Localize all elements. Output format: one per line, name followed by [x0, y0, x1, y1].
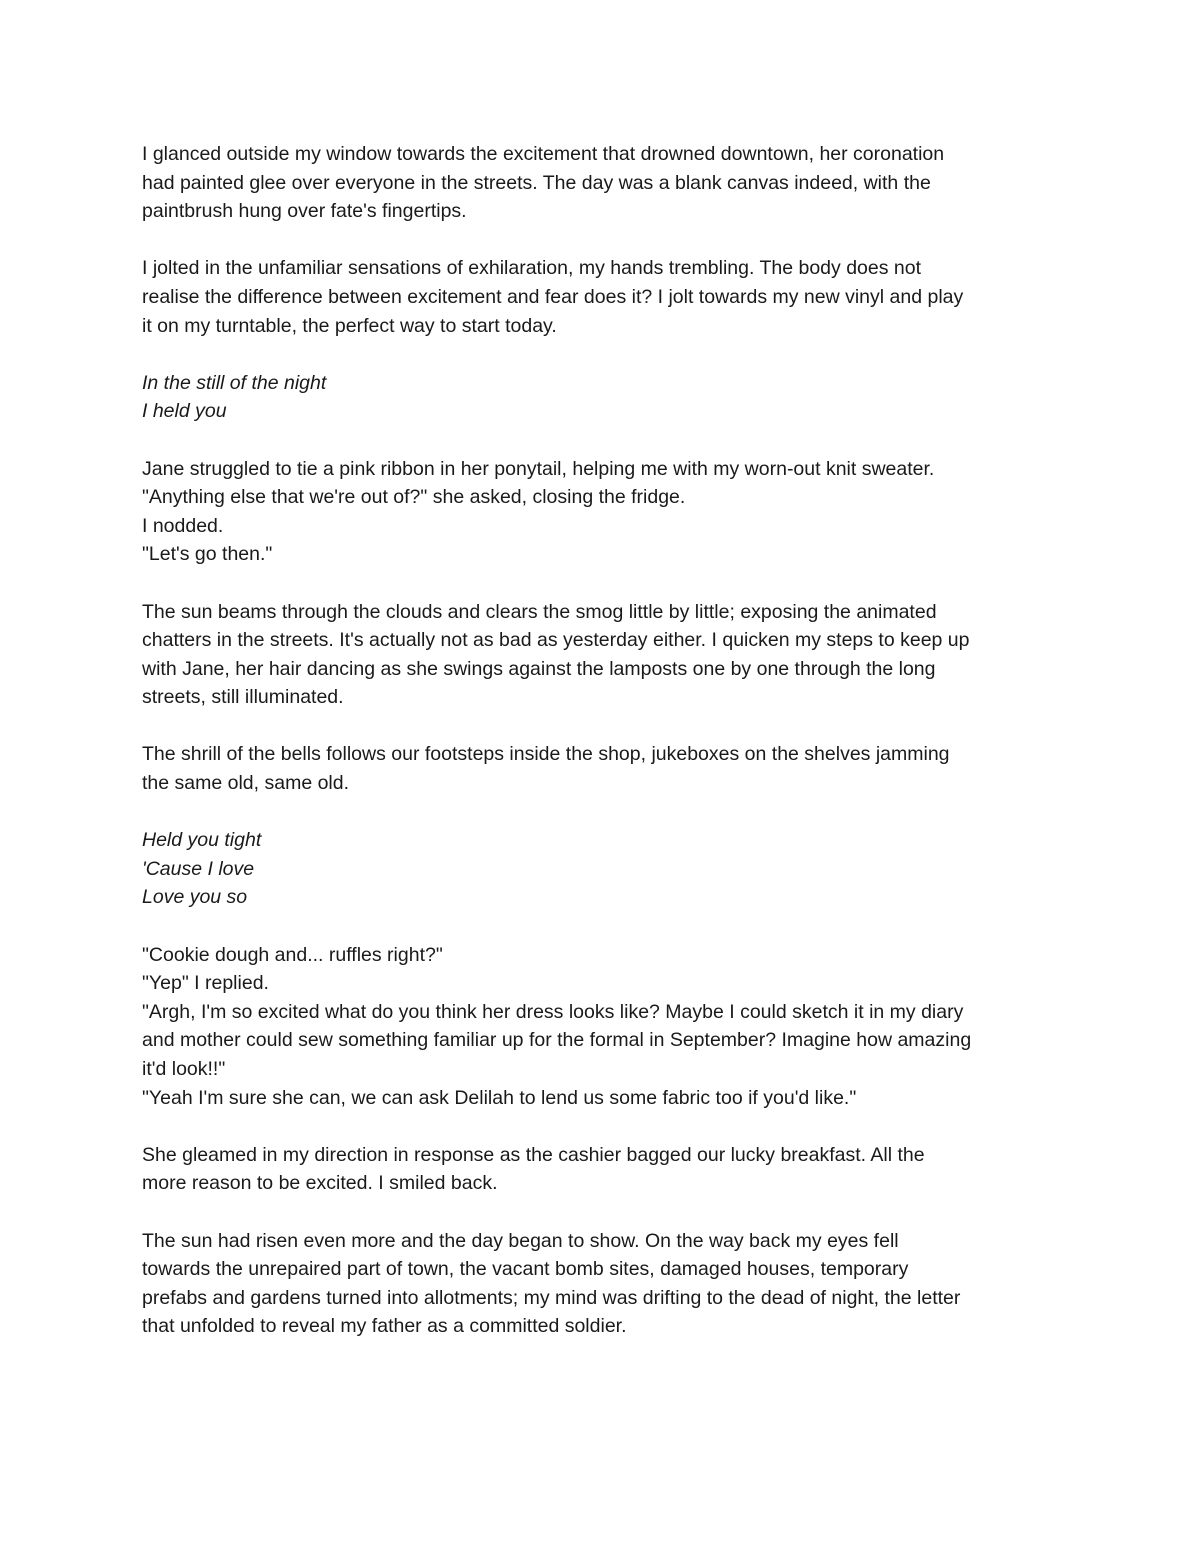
text-line: The sun had risen even more and the day began to show. On the way back my eyes fell [142, 1229, 899, 1252]
paragraph [142, 598, 1072, 712]
paragraph [142, 1141, 1072, 1198]
text-line: had painted glee over everyone in the streets. The day was a blank canvas indeed, with the [142, 171, 931, 194]
lyric-line: 'Cause I love [142, 857, 255, 880]
paragraph [142, 1227, 1072, 1341]
text-line: that unfolded to reveal my father as a committed soldier. [142, 1315, 627, 1338]
lyric-line: Love you so [142, 886, 248, 909]
text-line: "Argh, I'm so excited what do you think her dress looks like? Maybe I could sketch it in my diary [142, 1000, 964, 1023]
lyric-stanza [142, 369, 1072, 426]
text-line: The sun beams through the clouds and clears the smog little by little; exposing the animated [142, 600, 937, 623]
text-line: I nodded. [142, 514, 224, 537]
text-line: towards the unrepaired part of town, the vacant bomb sites, damaged houses, temporary [142, 1258, 909, 1281]
paragraph [142, 455, 1072, 569]
lyric-line: In the still of the night [142, 371, 327, 394]
text-line: paintbrush hung over fate's fingertips. [142, 200, 467, 223]
text-line: "Cookie dough and... ruffles right?" [142, 943, 443, 966]
paragraph [142, 740, 1072, 797]
text-line: "Anything else that we're out of?" she asked, closing the fridge. [142, 486, 686, 509]
text-line: She gleamed in my direction in response as the cashier bagged our lucky breakfast. All the [142, 1143, 925, 1166]
text-line: with Jane, her hair dancing as she swings against the lamposts one by one through the long [142, 657, 936, 680]
text-line: streets, still illuminated. [142, 686, 344, 709]
text-line: realise the difference between excitement and fear does it? I jolt towards my new vinyl and play [142, 285, 964, 308]
text-line: chatters in the streets. It's actually not as bad as yesterday either. I quicken my steps to keep up [142, 629, 970, 652]
lyric-stanza [142, 826, 1072, 912]
text-line: the same old, same old. [142, 772, 350, 795]
paragraph [142, 941, 1072, 1113]
text-line: "Let's go then." [142, 543, 273, 566]
text-line: I glanced outside my window towards the excitement that drowned downtown, her coronation [142, 143, 945, 165]
text-line: "Yeah I'm sure she can, we can ask Delilah to lend us some fabric too if you'd like." [142, 1086, 857, 1109]
text-line: "Yep" I replied. [142, 972, 269, 995]
lyric-line: I held you [142, 400, 227, 423]
text-line: The shrill of the bells follows our footsteps inside the shop, jukeboxes on the shelves jamming [142, 743, 950, 766]
text-line: it on my turntable, the perfect way to start today. [142, 314, 557, 337]
text-line: prefabs and gardens turned into allotments; my mind was drifting to the dead of night, the letter [142, 1286, 961, 1309]
document-body [142, 140, 1072, 1370]
text-line: Jane struggled to tie a pink ribbon in her ponytail, helping me with my worn-out knit sweater. [142, 457, 935, 480]
text-line: and mother could sew something familiar up for the formal in September? Imagine how amazing [142, 1029, 972, 1052]
text-line: I jolted in the unfamiliar sensations of exhilaration, my hands trembling. The body does not [142, 257, 922, 280]
paragraph [142, 254, 1072, 340]
text-line: it'd look!!" [142, 1058, 226, 1080]
paragraph [142, 140, 1072, 226]
lyric-line: Held you tight [142, 829, 262, 852]
text-line: more reason to be excited. I smiled back. [142, 1172, 498, 1195]
